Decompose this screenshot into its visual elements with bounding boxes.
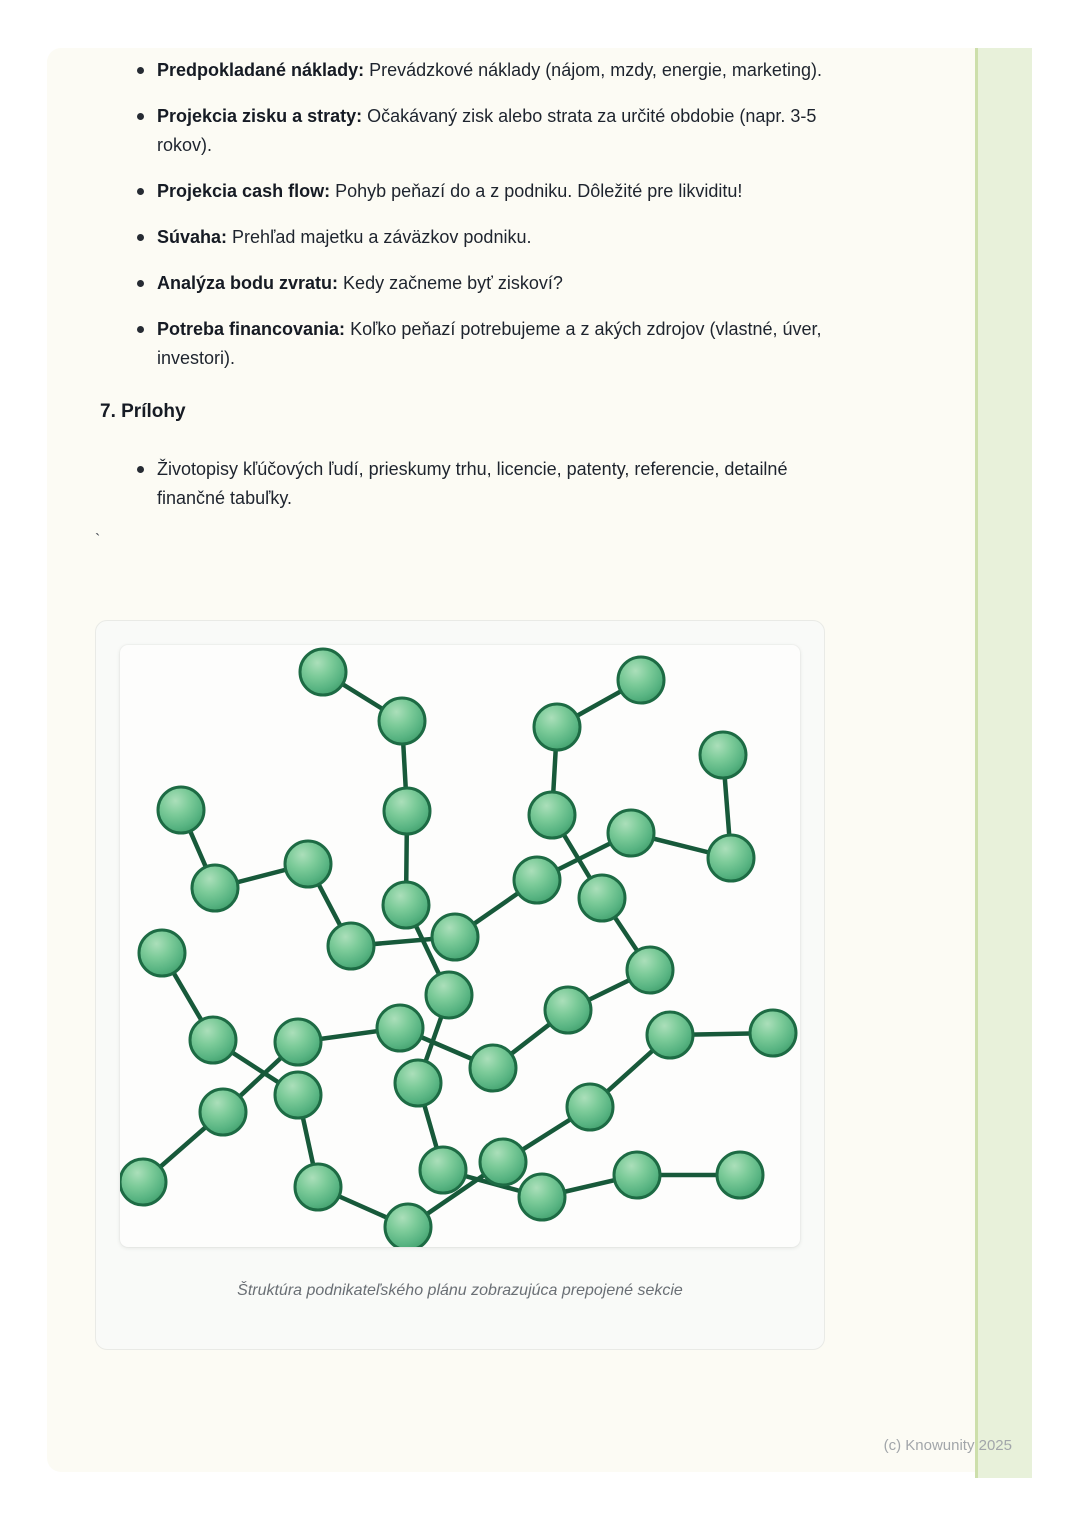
- list-item-text: Kedy začneme byť ziskoví?: [343, 273, 563, 293]
- network-node: [614, 1152, 660, 1198]
- network-node: [328, 923, 374, 969]
- network-node: [480, 1139, 526, 1185]
- network-node: [395, 1060, 441, 1106]
- network-node: [579, 875, 625, 921]
- network-node: [627, 947, 673, 993]
- network-node: [717, 1152, 763, 1198]
- list-item-lead: Súvaha:: [157, 227, 228, 247]
- section-heading: [100, 397, 830, 426]
- network-node: [192, 865, 238, 911]
- network-node: [519, 1174, 565, 1220]
- stray-backtick: `: [95, 532, 101, 549]
- network-node: [529, 792, 575, 838]
- network-node: [567, 1084, 613, 1130]
- network-node: [470, 1045, 516, 1091]
- list-item: [157, 56, 830, 85]
- network-node: [608, 810, 654, 856]
- list-item: [157, 269, 830, 298]
- figure-caption: Štruktúra podnikateľského plánu zobrazujúca prepojené sekcie: [237, 1282, 683, 1299]
- list-item-text: Očakávaný zisk alebo strata za určité obdobie (napr. 3-5 rokov).: [157, 106, 817, 155]
- figure-card: [95, 620, 825, 1350]
- network-node: [120, 1159, 166, 1205]
- network-node: [647, 1012, 693, 1058]
- section-heading-label: 7. Prílohy: [100, 401, 186, 422]
- list-item: [157, 455, 830, 513]
- list-item: [157, 177, 830, 206]
- network-node: [384, 788, 430, 834]
- network-node: [426, 972, 472, 1018]
- network-node: [190, 1017, 236, 1063]
- network-node: [139, 930, 185, 976]
- network-node: [275, 1072, 321, 1118]
- notes-card: [47, 48, 975, 1472]
- list-item: [157, 102, 830, 160]
- footer-credit: (c) Knowunity 2025: [883, 1437, 1012, 1454]
- network-node: [534, 704, 580, 750]
- network-node: [285, 841, 331, 887]
- network-node: [200, 1089, 246, 1135]
- network-node: [545, 987, 591, 1033]
- network-node: [377, 1005, 423, 1051]
- list-item-text: Prevádzkové náklady (nájom, mzdy, energie, marketing).: [369, 60, 822, 80]
- network-node: [158, 787, 204, 833]
- network-node: [420, 1147, 466, 1193]
- network-node: [432, 914, 478, 960]
- list-item-text: Životopisy kľúčových ľudí, prieskumy trhu, licencie, patenty, referencie, detailné finančné tabuľky.: [157, 459, 788, 508]
- network-node: [295, 1164, 341, 1210]
- list-item-text: Pohyb peňazí do a z podniku. Dôležité pre likviditu!: [335, 181, 743, 201]
- network-node: [618, 657, 664, 703]
- list-item-lead: Projekcia zisku a straty:: [157, 106, 363, 126]
- network-node: [300, 649, 346, 695]
- list-item: [157, 315, 830, 373]
- bullet-list-attachments: [157, 455, 830, 513]
- network-graph: [120, 645, 800, 1247]
- list-item-lead: Predpokladané náklady:: [157, 60, 365, 80]
- list-item: [157, 223, 830, 252]
- side-stripe: [975, 48, 1032, 1478]
- network-node: [750, 1010, 796, 1056]
- network-node: [385, 1204, 431, 1247]
- list-item-text: Koľko peňazí potrebujeme a z akých zdrojov (vlastné, úver, investori).: [157, 319, 822, 368]
- list-item-text: Prehľad majetku a záväzkov podniku.: [232, 227, 532, 247]
- network-figure: [120, 645, 800, 1247]
- list-item-lead: Projekcia cash flow:: [157, 181, 331, 201]
- list-item-lead: Analýza bodu zvratu:: [157, 273, 339, 293]
- list-item-lead: Potreba financovania:: [157, 319, 346, 339]
- network-node: [379, 698, 425, 744]
- network-node: [708, 835, 754, 881]
- bullet-list-financial: [157, 56, 830, 373]
- network-node: [383, 882, 429, 928]
- network-node: [275, 1019, 321, 1065]
- network-node: [700, 732, 746, 778]
- network-node: [514, 857, 560, 903]
